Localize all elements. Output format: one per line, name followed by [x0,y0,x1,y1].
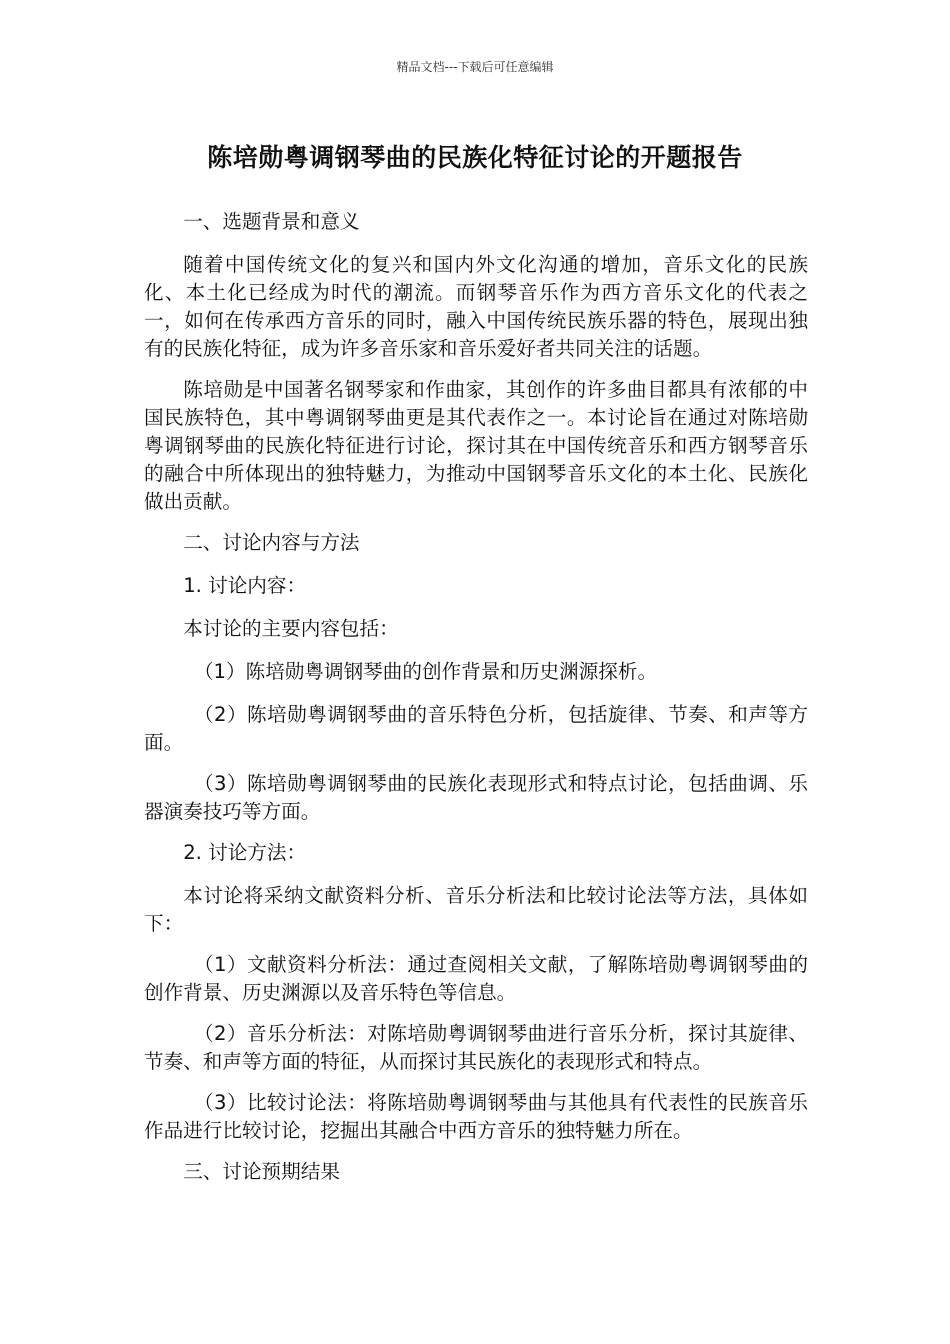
list-item: （3）陈培勋粤调钢琴曲的民族化表现形式和特点讨论，包括曲调、乐器演奏技巧等方面。 [144,772,808,823]
subheading-methods: 2. 讨论方法： [183,841,307,864]
list-item: （2）音乐分析法：对陈培勋粤调钢琴曲进行音乐分析，探讨其旋律、节奏、和声等方面的特征，从而探讨其民族化的表现形式和特点。 [144,1022,808,1073]
list-item: （1）陈培勋粤调钢琴曲的创作背景和历史渊源探析。 [193,660,658,683]
paragraph-content-intro: 本讨论的主要内容包括： [183,617,399,640]
list-item: （2）陈培勋粤调钢琴曲的音乐特色分析，包括旋律、节奏、和声等方面。 [144,703,808,754]
paragraph-methods-intro: 本讨论将采纳文献资料分析、音乐分析法和比较讨论法等方法，具体如下： [144,884,808,935]
section-heading-3: 三、讨论预期结果 [183,1160,340,1183]
subheading-content: 1. 讨论内容： [183,574,307,597]
paragraph-chen-peixun: 陈培勋是中国著名钢琴家和作曲家，其创作的许多曲目都具有浓郁的中国民族特色，其中粤调钢琴曲更是其代表作之一。本讨论旨在通过对陈培勋粤调钢琴曲的民族化特征进行讨论，探讨其在中国传统音乐和西方钢琴音乐的融合中所体现出的独特魅力，为推动中国钢琴音乐文化的本土化、民族化做出贡献。 [144,378,808,513]
paragraph-background: 随着中国传统文化的复兴和国内外文化沟通的增加，音乐文化的民族化、本土化已经成为时代的潮流。而钢琴音乐作为西方音乐文化的代表之一，如何在传承西方音乐的同时，融入中国传统民族乐器的特色，展现出独有的民族化特征，成为许多音乐家和音乐爱好者共同关注的话题。 [144,253,808,360]
document-body [144,208,808,1201]
section-heading-1: 一、选题背景和意义 [183,210,360,233]
list-item: （1）文献资料分析法：通过查阅相关文献，了解陈培勋粤调钢琴曲的创作背景、历史渊源以及音乐特色等信息。 [144,953,808,1004]
list-item: （3）比较讨论法：将陈培勋粤调钢琴曲与其他具有代表性的民族音乐作品进行比较讨论，挖掘出其融合中西方音乐的独特魅力所在。 [144,1091,808,1142]
page-header-note: 精品文档---下载后可任意编辑 [396,60,554,74]
section-heading-2: 二、讨论内容与方法 [183,531,360,554]
document-title: 陈培勋粤调钢琴曲的民族化特征讨论的开题报告 [207,143,743,172]
